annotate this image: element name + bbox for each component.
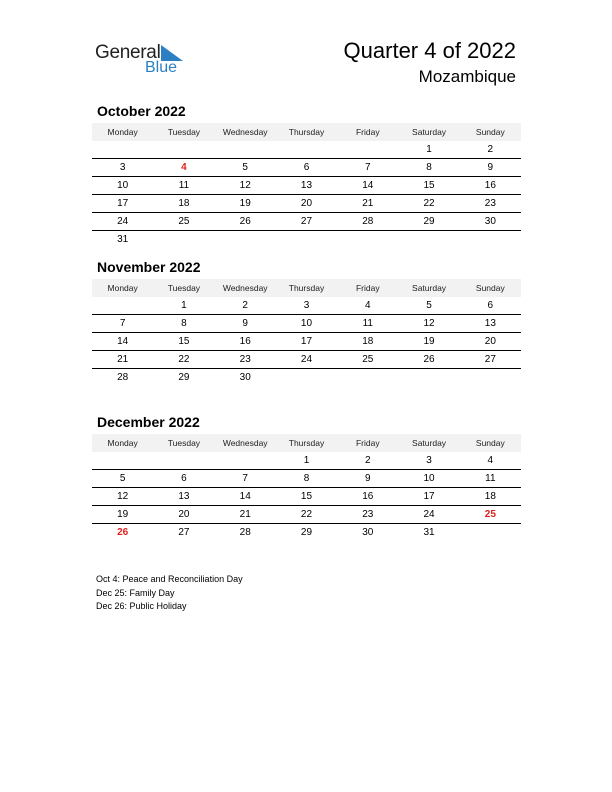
day-cell: 24 bbox=[423, 509, 435, 520]
day-cell bbox=[337, 369, 398, 386]
weekday-header-row bbox=[92, 123, 521, 141]
weekday-header: Friday bbox=[355, 438, 380, 448]
weekday-header: Monday bbox=[107, 283, 138, 293]
day-cell: 14 bbox=[117, 336, 129, 347]
day-cell: 7 bbox=[119, 318, 126, 329]
weekday-header: Monday bbox=[107, 127, 138, 137]
week-row bbox=[92, 177, 521, 195]
day-cell bbox=[460, 231, 521, 248]
page-title: Quarter 4 of 2022 bbox=[343, 38, 516, 63]
day-cell: 3 bbox=[426, 455, 432, 466]
weekday-header: Wednesday bbox=[222, 438, 268, 448]
day-cell: 25 bbox=[362, 354, 374, 365]
day-cell bbox=[460, 524, 521, 541]
weekday-header: Saturday bbox=[412, 283, 447, 293]
week-row bbox=[92, 506, 521, 524]
day-cell: 6 bbox=[181, 473, 187, 484]
day-cell: 4 bbox=[487, 455, 494, 466]
holiday-day-cell: 25 bbox=[484, 509, 496, 520]
day-cell: 11 bbox=[178, 180, 190, 191]
day-cell: 10 bbox=[423, 473, 435, 484]
weekday-header: Friday bbox=[355, 127, 380, 137]
day-cell: 17 bbox=[300, 336, 313, 347]
day-cell: 18 bbox=[362, 336, 374, 347]
month-title: December 2022 bbox=[97, 414, 200, 430]
day-cell: 7 bbox=[242, 473, 248, 484]
day-cell: 9 bbox=[242, 318, 248, 329]
day-cell: 19 bbox=[117, 509, 129, 520]
week-row bbox=[92, 231, 521, 248]
week-row bbox=[92, 452, 521, 470]
weekday-header: Saturday bbox=[412, 127, 447, 137]
week-row bbox=[92, 141, 521, 159]
month-november bbox=[92, 258, 521, 386]
day-cell: 14 bbox=[239, 491, 251, 502]
day-cell: 1 bbox=[303, 455, 310, 466]
day-cell: 30 bbox=[484, 216, 496, 227]
day-cell: 24 bbox=[117, 216, 129, 227]
day-cell: 28 bbox=[239, 527, 251, 538]
day-cell bbox=[92, 297, 153, 314]
week-row bbox=[92, 369, 521, 386]
day-cell bbox=[276, 141, 337, 158]
day-cell: 6 bbox=[303, 162, 310, 173]
day-cell: 12 bbox=[423, 318, 435, 329]
logo-word-general: General bbox=[95, 42, 161, 63]
day-cell bbox=[398, 369, 459, 386]
holiday-day-cell: 4 bbox=[181, 162, 187, 173]
day-cell: 24 bbox=[300, 354, 313, 365]
day-cell: 5 bbox=[242, 162, 248, 173]
day-cell bbox=[337, 141, 398, 158]
week-row bbox=[92, 488, 521, 506]
day-cell: 23 bbox=[362, 509, 374, 520]
day-cell: 16 bbox=[484, 180, 496, 191]
day-cell bbox=[92, 452, 153, 469]
day-cell: 22 bbox=[300, 509, 313, 520]
generalblue-logo bbox=[95, 40, 195, 80]
week-row bbox=[92, 195, 521, 213]
day-cell bbox=[92, 141, 153, 158]
day-cell: 11 bbox=[485, 473, 496, 484]
day-cell: 27 bbox=[178, 527, 190, 538]
day-cell bbox=[460, 369, 521, 386]
weekday-header: Tuesday bbox=[167, 127, 201, 137]
day-cell: 9 bbox=[487, 162, 494, 173]
weekday-header: Saturday bbox=[412, 438, 447, 448]
day-cell bbox=[153, 231, 214, 248]
month-october bbox=[92, 102, 521, 248]
day-cell bbox=[398, 231, 459, 248]
day-cell: 14 bbox=[362, 180, 374, 191]
week-row bbox=[92, 470, 521, 488]
day-cell: 26 bbox=[423, 354, 435, 365]
day-cell: 12 bbox=[239, 180, 251, 191]
week-row bbox=[92, 159, 521, 177]
day-cell: 30 bbox=[239, 372, 251, 383]
day-cell: 19 bbox=[423, 336, 435, 347]
weekday-header: Sunday bbox=[475, 438, 505, 448]
week-row bbox=[92, 351, 521, 369]
day-cell bbox=[215, 231, 276, 248]
weekday-header: Sunday bbox=[475, 127, 505, 137]
day-cell: 6 bbox=[487, 300, 494, 311]
day-cell: 22 bbox=[423, 198, 435, 209]
day-cell: 12 bbox=[117, 491, 129, 502]
day-cell: 13 bbox=[300, 180, 313, 191]
day-cell: 13 bbox=[178, 491, 190, 502]
day-cell: 10 bbox=[117, 180, 129, 191]
day-cell: 27 bbox=[484, 354, 496, 365]
month-december bbox=[92, 413, 521, 541]
weekday-header: Friday bbox=[355, 283, 380, 293]
day-cell: 8 bbox=[181, 318, 187, 329]
day-cell: 21 bbox=[117, 354, 129, 365]
week-row bbox=[92, 524, 521, 541]
weekday-header: Sunday bbox=[475, 283, 505, 293]
holiday-note: Dec 26: Public Holiday bbox=[96, 601, 187, 611]
day-cell: 28 bbox=[117, 372, 129, 383]
day-cell: 29 bbox=[423, 216, 435, 227]
week-row bbox=[92, 333, 521, 351]
day-cell: 21 bbox=[362, 198, 374, 209]
holiday-note: Dec 25: Family Day bbox=[96, 587, 175, 598]
day-cell: 26 bbox=[239, 216, 251, 227]
day-cell: 22 bbox=[178, 354, 190, 365]
day-cell: 4 bbox=[364, 300, 371, 311]
weekday-header: Tuesday bbox=[167, 438, 201, 448]
day-cell: 20 bbox=[300, 198, 313, 209]
day-cell bbox=[215, 141, 276, 158]
month-title: November 2022 bbox=[97, 259, 201, 275]
day-cell: 20 bbox=[484, 336, 496, 347]
weekday-header-row bbox=[92, 279, 521, 297]
day-cell: 16 bbox=[239, 336, 251, 347]
day-cell: 20 bbox=[178, 509, 190, 520]
day-cell: 29 bbox=[178, 372, 190, 383]
day-cell: 15 bbox=[178, 336, 190, 347]
day-cell: 16 bbox=[362, 491, 374, 502]
day-cell: 23 bbox=[484, 198, 496, 209]
day-cell: 18 bbox=[178, 198, 190, 209]
day-cell: 8 bbox=[426, 162, 432, 173]
day-cell: 2 bbox=[487, 144, 494, 155]
day-cell: 21 bbox=[239, 509, 251, 520]
day-cell: 1 bbox=[181, 300, 187, 311]
day-cell: 18 bbox=[484, 491, 496, 502]
day-cell: 13 bbox=[484, 318, 496, 329]
day-cell: 3 bbox=[303, 300, 310, 311]
day-cell: 5 bbox=[426, 300, 432, 311]
day-cell: 31 bbox=[423, 527, 435, 538]
day-cell bbox=[153, 141, 214, 158]
weekday-header: Wednesday bbox=[222, 283, 268, 293]
logo-word-blue: Blue bbox=[145, 59, 178, 76]
day-cell: 25 bbox=[178, 216, 190, 227]
week-row bbox=[92, 213, 521, 231]
day-cell bbox=[276, 231, 337, 248]
day-cell bbox=[276, 369, 337, 386]
week-row bbox=[92, 297, 521, 315]
day-cell: 2 bbox=[364, 455, 371, 466]
day-cell: 15 bbox=[423, 180, 435, 191]
weekday-header: Monday bbox=[107, 438, 138, 448]
day-cell: 8 bbox=[303, 473, 310, 484]
day-cell: 3 bbox=[119, 162, 126, 173]
day-cell: 9 bbox=[364, 473, 371, 484]
day-cell: 7 bbox=[364, 162, 371, 173]
day-cell: 2 bbox=[242, 300, 248, 311]
weekday-header: Wednesday bbox=[222, 127, 268, 137]
day-cell: 5 bbox=[119, 473, 126, 484]
day-cell: 10 bbox=[300, 318, 313, 329]
weekday-header: Thursday bbox=[288, 127, 325, 137]
day-cell: 27 bbox=[300, 216, 313, 227]
week-row bbox=[92, 315, 521, 333]
day-cell bbox=[153, 452, 214, 469]
month-title: October 2022 bbox=[97, 103, 186, 119]
day-cell: 17 bbox=[117, 198, 129, 209]
weekday-header-row bbox=[92, 434, 521, 452]
holiday-day-cell: 26 bbox=[117, 527, 129, 538]
day-cell bbox=[215, 452, 276, 469]
holiday-note: Oct 4: Peace and Reconciliation Day bbox=[96, 574, 243, 584]
day-cell: 11 bbox=[362, 318, 373, 329]
day-cell: 19 bbox=[239, 198, 251, 209]
day-cell: 1 bbox=[426, 144, 432, 155]
day-cell: 31 bbox=[117, 234, 129, 245]
day-cell: 30 bbox=[362, 527, 374, 538]
day-cell: 28 bbox=[362, 216, 374, 227]
day-cell: 29 bbox=[300, 527, 313, 538]
weekday-header: Tuesday bbox=[167, 283, 201, 293]
country-name: Mozambique bbox=[418, 67, 516, 86]
day-cell bbox=[337, 231, 398, 248]
weekday-header: Thursday bbox=[288, 283, 325, 293]
day-cell: 15 bbox=[300, 491, 313, 502]
weekday-header: Thursday bbox=[288, 438, 325, 448]
day-cell: 23 bbox=[239, 354, 251, 365]
day-cell: 17 bbox=[423, 491, 435, 502]
holiday-notes bbox=[96, 573, 243, 614]
